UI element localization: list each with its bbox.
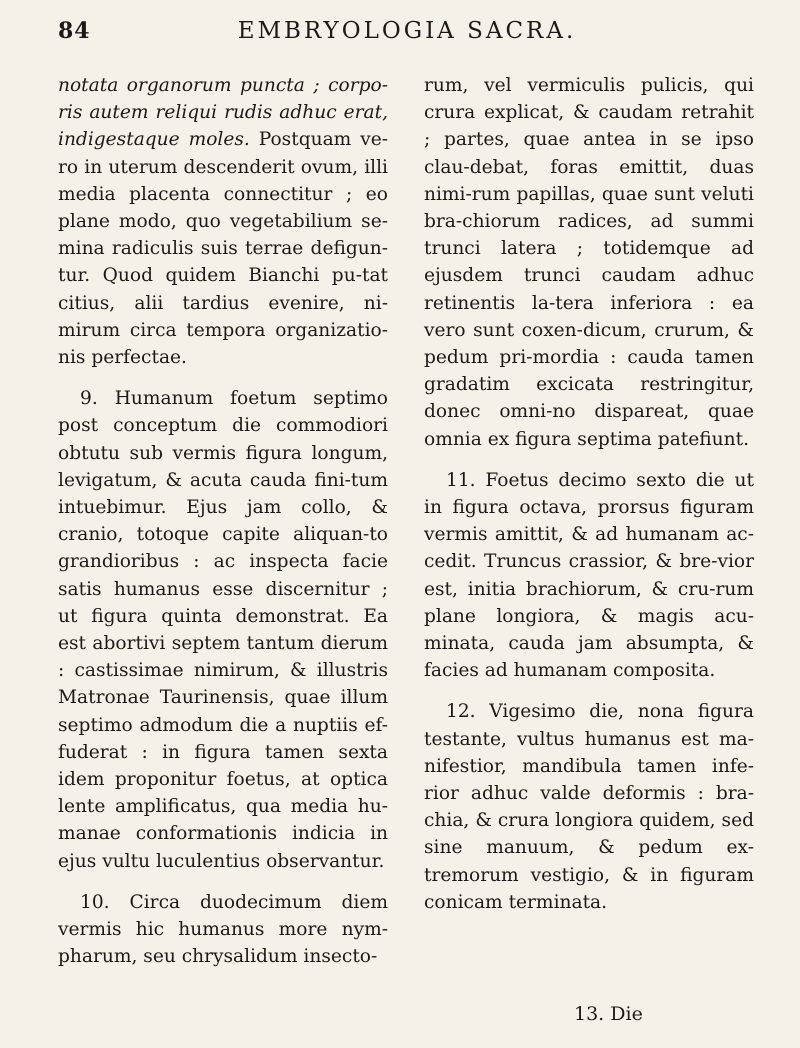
- paragraph-11: 11. Foetus decimo sexto die ut in figura octava, prorsus figuram vermis amittit, & ad humanam ac-cedit. Truncus crassior, & bre-vior est, initia brachiorum, & cru-rum plane longiora, & magis acu-minata, cauda jam absumpta, & facies ad humanam composita.: [424, 469, 754, 682]
- paragraph: rum, vel vermiculis pulicis, qui crura explicat, & caudam retrahit ; partes, quae antea in se ipso clau-debat, foras emittit, duas nimi-rum papillas, quae sunt veluti bra-chiorum radices, ad summi trunci latera ; totidemque ad ejusdem trunci caudam adhuc retinentis la-tera inferiora : ea vero sunt coxen-dicum, crurum, & pedum pri-mordia : cauda tamen gradatim excicata restringitur, donec omni-no dispareat, quae omnia ex figura septima patefiunt.: [424, 75, 754, 450]
- paragraph-12: 12. Vigesimo die, nona figura testante, vultus humanus est ma-nifestior, mandibula tamen infe-rior adhuc valde deformis : bra-chia, & crura longiora quidem, sed sine manuum, & pedum ex-tremorum vestigio, & in figuram conicam terminata.: [424, 701, 754, 913]
- paragraph: [58, 72, 388, 371]
- text-columns: [58, 72, 766, 971]
- italic-text: notata organorum puncta ; corpo-ris autem reliqui rudis adhuc erat, indigestaque moles.: [58, 75, 388, 151]
- catchword: 13. Die: [574, 1003, 643, 1025]
- paragraph-10: 10. Circa duodecimum diem vermis hic humanus more nym-pharum, seu chrysalidum insecto-: [58, 891, 388, 968]
- page-number: 84: [58, 18, 91, 44]
- running-title: EMBRYOLOGIA SACRA.: [237, 18, 577, 44]
- right-column: [424, 72, 754, 971]
- running-head: [58, 18, 766, 62]
- paragraph-9: 9. Humanum foetum septimo post conceptum die commodiori obtutu sub vermis figura longum, levigatum, & acuta cauda fini-tum intuebimur. Ejus jam collo, & cranio, totoque capite aliquan-to grandioribus : ac inspecta facie satis humanus esse discernitur ; ut figura quinta demonstrat. Ea est abortivi septem tantum dierum : castissimae nimirum, & illustris Matronae Taurinensis, quae illum septimo admodum die a nuptiis ef-fuderat : in figura tamen sexta idem proponitur foetus, at optica lente amplificatus, qua media hu-manae conformationis indicia in ejus vultu luculentius observantur.: [58, 388, 388, 872]
- paragraph-text: Postquam ve-ro in uterum descenderit ovum, illi media placenta connectitur ; eo plane modo, quo vegetabilium se-mina radiculis suis terrae defigun-tur. Quod quidem Bianchi pu-tat citius, alii tardius evenire, ni-mirum circa tempora organizatio-nis perfectae.: [58, 129, 388, 369]
- left-column: [58, 72, 388, 971]
